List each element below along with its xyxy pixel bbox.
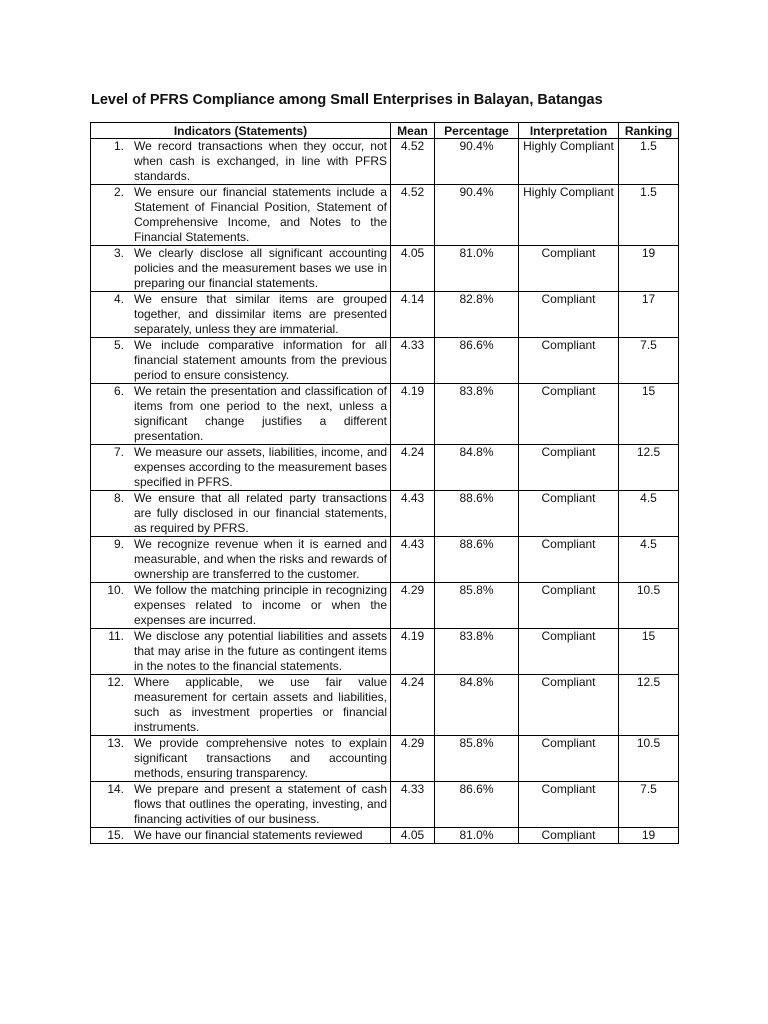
mean-cell: 4.52: [391, 139, 435, 185]
indicator-cell: [91, 185, 391, 246]
indicator-statement: We retain the presentation and classification of items from one period to the next, unless a significant change justifies a different presentation.: [134, 384, 387, 443]
indicator-number: 8.: [113, 491, 124, 505]
indicator-cell: [91, 384, 391, 445]
indicator-number: 11.: [108, 629, 124, 643]
indicator-statement: We prepare and present a statement of cash flows that outlines the operating, investing, and financing activities of our business.: [134, 782, 387, 826]
ranking-cell: 12.5: [619, 445, 679, 491]
interpretation-cell: Compliant: [519, 537, 619, 583]
indicator-statement: We have our financial statements reviewed: [134, 828, 363, 842]
interpretation-cell: Compliant: [519, 583, 619, 629]
mean-cell: 4.43: [391, 537, 435, 583]
indicator-cell: [91, 139, 391, 185]
mean-cell: 4.33: [391, 338, 435, 384]
ranking-cell: 10.5: [619, 583, 679, 629]
ranking-cell: 12.5: [619, 675, 679, 736]
ranking-cell: 17: [619, 292, 679, 338]
indicator-statement: We recognize revenue when it is earned and measurable, and when the risks and rewards of ownership are transferred to the customer.: [134, 537, 387, 581]
interpretation-cell: Compliant: [519, 491, 619, 537]
ranking-cell: 4.5: [619, 537, 679, 583]
percentage-cell: 83.8%: [435, 384, 519, 445]
percentage-cell: 90.4%: [435, 185, 519, 246]
percentage-cell: 84.8%: [435, 675, 519, 736]
table-body: [91, 139, 679, 844]
ranking-cell: 15: [619, 384, 679, 445]
table-row: [91, 292, 679, 338]
table-row: [91, 338, 679, 384]
mean-cell: 4.05: [391, 828, 435, 844]
document-title: Level of PFRS Compliance among Small Enterprises in Balayan, Batangas: [91, 92, 603, 108]
indicator-cell: [91, 828, 391, 844]
indicator-number: 1.: [113, 139, 124, 153]
indicator-statement: We follow the matching principle in recognizing expenses related to income or when the expenses are incurred.: [134, 583, 387, 627]
compliance-table: [90, 122, 679, 844]
indicator-cell: [91, 491, 391, 537]
indicator-number: 7.: [113, 445, 124, 459]
indicator-number: 15.: [107, 828, 124, 842]
percentage-cell: 85.8%: [435, 736, 519, 782]
indicator-statement: We ensure that similar items are grouped together, and dissimilar items are presented separately, unless they are immaterial.: [134, 292, 387, 336]
indicator-cell: [91, 736, 391, 782]
indicator-cell: [91, 537, 391, 583]
percentage-cell: 81.0%: [435, 246, 519, 292]
table-row: [91, 629, 679, 675]
indicator-cell: [91, 292, 391, 338]
ranking-cell: 4.5: [619, 491, 679, 537]
table-row: [91, 384, 679, 445]
indicator-statement: We disclose any potential liabilities and assets that may arise in the future as contingent items in the notes to the financial statements.: [134, 629, 387, 673]
percentage-cell: 88.6%: [435, 537, 519, 583]
indicator-statement: We include comparative information for all financial statement amounts from the previous period to ensure consistency.: [134, 338, 387, 382]
ranking-cell: 1.5: [619, 185, 679, 246]
table-header-row: [91, 123, 679, 139]
interpretation-cell: Compliant: [519, 445, 619, 491]
indicator-number: 3.: [113, 246, 124, 260]
percentage-cell: 85.8%: [435, 583, 519, 629]
mean-cell: 4.24: [391, 445, 435, 491]
indicator-number: 12.: [107, 675, 124, 689]
ranking-cell: 10.5: [619, 736, 679, 782]
table-row: [91, 491, 679, 537]
indicator-statement: We ensure that all related party transactions are fully disclosed in our financial statements, as required by PFRS.: [134, 491, 387, 535]
mean-cell: 4.14: [391, 292, 435, 338]
ranking-cell: 7.5: [619, 338, 679, 384]
indicator-number: 5.: [113, 338, 124, 352]
mean-cell: 4.29: [391, 583, 435, 629]
indicator-cell: [91, 583, 391, 629]
header-ranking: Ranking: [619, 123, 679, 139]
indicator-statement: We record transactions when they occur, not when cash is exchanged, in line with PFRS standards.: [134, 139, 387, 183]
mean-cell: 4.52: [391, 185, 435, 246]
indicator-number: 4.: [113, 292, 124, 306]
table-row: [91, 185, 679, 246]
indicator-statement: We ensure our financial statements include a Statement of Financial Position, Statement of Comprehensive Income, and Notes to the Financial Statements.: [134, 185, 387, 244]
indicator-cell: [91, 629, 391, 675]
header-interpretation: Interpretation: [519, 123, 619, 139]
table-row: [91, 736, 679, 782]
interpretation-cell: Compliant: [519, 736, 619, 782]
table-row: [91, 782, 679, 828]
percentage-cell: 82.8%: [435, 292, 519, 338]
table-row: [91, 246, 679, 292]
mean-cell: 4.29: [391, 736, 435, 782]
percentage-cell: 86.6%: [435, 338, 519, 384]
interpretation-cell: Compliant: [519, 384, 619, 445]
indicator-cell: [91, 675, 391, 736]
indicator-number: 6.: [113, 384, 124, 398]
indicator-number: 13.: [107, 736, 124, 750]
percentage-cell: 84.8%: [435, 445, 519, 491]
indicator-cell: [91, 246, 391, 292]
table-row: [91, 445, 679, 491]
table-row: [91, 139, 679, 185]
ranking-cell: 7.5: [619, 782, 679, 828]
ranking-cell: 19: [619, 246, 679, 292]
mean-cell: 4.19: [391, 629, 435, 675]
ranking-cell: 19: [619, 828, 679, 844]
interpretation-cell: Compliant: [519, 338, 619, 384]
interpretation-cell: Compliant: [519, 292, 619, 338]
interpretation-cell: Compliant: [519, 629, 619, 675]
percentage-cell: 88.6%: [435, 491, 519, 537]
indicator-statement: We clearly disclose all significant accounting policies and the measurement bases we use in preparing our financial statements.: [134, 246, 387, 290]
interpretation-cell: Compliant: [519, 246, 619, 292]
indicator-cell: [91, 782, 391, 828]
interpretation-cell: Highly Compliant: [519, 185, 619, 246]
table-row: [91, 537, 679, 583]
header-indicators: Indicators (Statements): [91, 123, 391, 139]
indicator-number: 2.: [113, 185, 124, 199]
ranking-cell: 1.5: [619, 139, 679, 185]
mean-cell: 4.33: [391, 782, 435, 828]
mean-cell: 4.24: [391, 675, 435, 736]
mean-cell: 4.43: [391, 491, 435, 537]
indicator-number: 14.: [107, 782, 124, 796]
interpretation-cell: Highly Compliant: [519, 139, 619, 185]
percentage-cell: 81.0%: [435, 828, 519, 844]
mean-cell: 4.05: [391, 246, 435, 292]
indicator-number: 10.: [107, 583, 124, 597]
indicator-number: 9.: [113, 537, 124, 551]
interpretation-cell: Compliant: [519, 828, 619, 844]
indicator-statement: Where applicable, we use fair value measurement for certain assets and liabilities, such as investment properties or financial instruments.: [134, 675, 387, 734]
header-percentage: Percentage: [435, 123, 519, 139]
header-mean: Mean: [391, 123, 435, 139]
table-row: [91, 583, 679, 629]
percentage-cell: 86.6%: [435, 782, 519, 828]
indicator-cell: [91, 445, 391, 491]
table-row: [91, 828, 679, 844]
percentage-cell: 90.4%: [435, 139, 519, 185]
indicator-cell: [91, 338, 391, 384]
percentage-cell: 83.8%: [435, 629, 519, 675]
interpretation-cell: Compliant: [519, 675, 619, 736]
ranking-cell: 15: [619, 629, 679, 675]
table-row: [91, 675, 679, 736]
indicator-statement: We provide comprehensive notes to explain significant transactions and accounting methods, ensuring transparency.: [134, 736, 387, 780]
mean-cell: 4.19: [391, 384, 435, 445]
indicator-statement: We measure our assets, liabilities, income, and expenses according to the measurement bases specified in PFRS.: [134, 445, 387, 489]
interpretation-cell: Compliant: [519, 782, 619, 828]
